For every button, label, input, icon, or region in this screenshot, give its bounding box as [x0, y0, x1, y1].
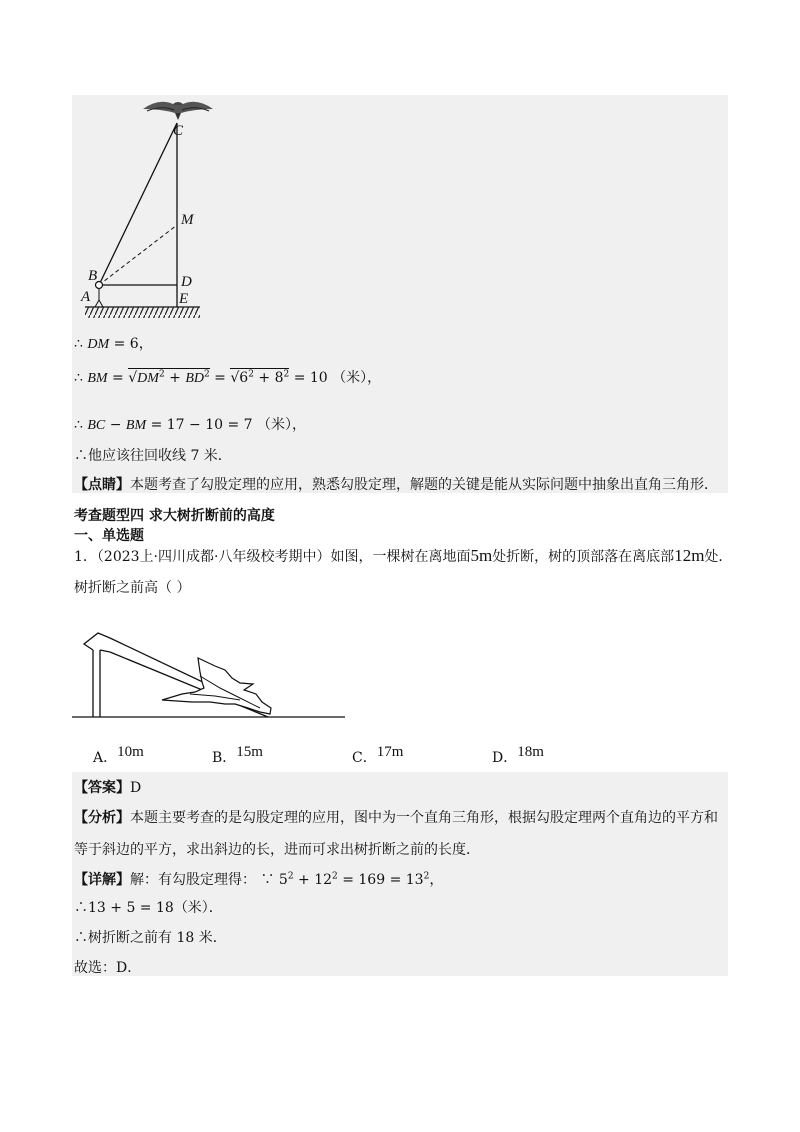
section-title: 考查题型四 求大树折断前的高度 [74, 508, 275, 524]
label-E: E [179, 291, 189, 307]
option-b[interactable]: B．15m [212, 744, 263, 766]
label-B: B [88, 268, 98, 284]
option-a[interactable]: A．10m [93, 744, 144, 766]
analysis-line-2: 等于斜边的平方，求出斜边的长，进而可求出树折断之前的长度． [74, 842, 480, 858]
eagle-icon [143, 102, 213, 120]
question-line-2: 树折断之前高（ ） [74, 580, 191, 596]
label-A: A [81, 289, 91, 305]
label-D: D [181, 274, 192, 290]
broken-tree-figure [70, 628, 350, 728]
solution-comment: 【点睛】本题考查了勾股定理的应用，熟悉勾股定理，解题的关键是能从实际问题中抽象出直角三角形． [74, 477, 718, 493]
option-d[interactable]: D．18m [492, 744, 544, 766]
option-c[interactable]: C．17m [352, 744, 404, 766]
solution-line-2: ∴ BM = $√DM^2 + BD^2 = √6^2 + 8^2 = 10$ （米）， [74, 369, 382, 386]
detail-line: 【详解】解：有勾股定理得： ∵ $5^2 + 12^2 = 169 = 13^2$， [74, 871, 444, 888]
choose-line: 故选：D． [74, 960, 142, 976]
analysis-line-1: 【分析】本题主要考查的是勾股定理的应用，图中为一个直角三角形，根据勾股定理两个直角边的平方和 [74, 810, 718, 826]
section-subtitle: 一、单选题 [74, 528, 144, 544]
solution-line-1: ∴ DM = 6， [74, 336, 153, 352]
solution-line-3: ∴ BC − BM = 17 − 10 = 7 （米）， [74, 417, 307, 433]
final-line: ∴树折断之前有 18 米． [74, 930, 227, 946]
label-C: C [173, 123, 184, 139]
kite-geometry-figure [75, 95, 225, 325]
sum-line: ∴13 + 5 = 18（米）． [74, 900, 223, 916]
label-M: M [181, 212, 194, 228]
answer-line: 【答案】D [74, 780, 142, 796]
solution-line-4: ∴他应该往回收线 7 米． [74, 448, 232, 464]
question-line-1: 1．（2023上·四川成都·八年级校考期中）如图，一棵树在离地面5m处折断，树的顶部落在离底部12m处． [74, 546, 733, 565]
